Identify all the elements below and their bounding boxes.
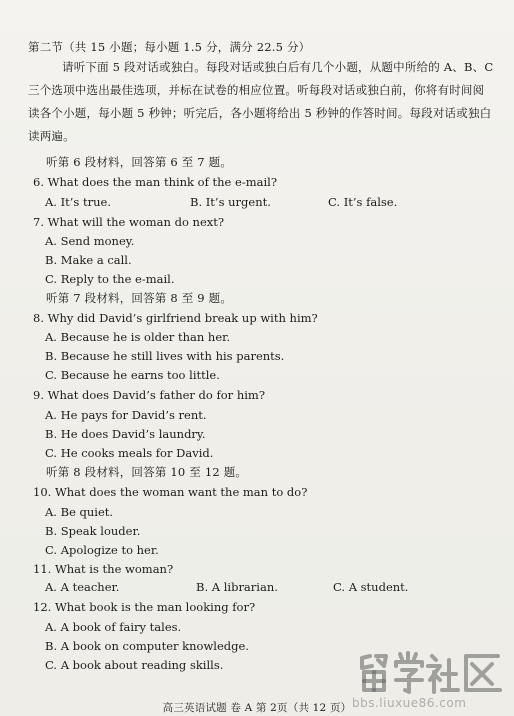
q10-option-a: A. Be quiet. [45,505,114,519]
q7-option-a: A. Send money. [45,234,135,248]
section-6-heading: 听第 6 段材料，回答第 6 至 7 题。 [46,155,233,169]
q12-option-a: A. A book of fairy tales. [45,620,182,634]
q12-stem: 12. What book is the man looking for? [33,600,256,614]
instruction-line-4: 读两遍。 [28,129,75,143]
q9-option-c: C. He cooks meals for David. [45,446,214,460]
q11-option-a: A. A teacher. [45,580,120,594]
q6-option-a: A. It’s true. [45,195,111,209]
instruction-line-2: 三个选项中选出最佳选项，并标在试卷的相应位置。听每段对话或独白前，你将有时间阅 [28,83,485,97]
q10-option-c: C. Apologize to her. [45,543,159,557]
q12-option-c: C. A book about reading skills. [45,658,224,672]
q6-option-c: C. It’s false. [328,195,398,209]
q8-option-c: C. Because he earns too little. [45,368,220,382]
page-footer: 高三英语试题 卷 A 第 2页（共 12 页） [162,702,352,714]
q7-stem: 7. What will the woman do next? [33,215,225,229]
watermark-logo [356,650,506,696]
q10-option-b: B. Speak louder. [45,524,141,538]
q9-stem: 9. What does David’s father do for him? [33,388,265,402]
q11-stem: 11. What is the woman? [33,562,174,576]
section-7-heading: 听第 7 段材料，回答第 8 至 9 题。 [46,291,233,305]
q11-option-c: C. A student. [333,580,409,594]
q6-stem: 6. What does the man think of the e-mail? [33,175,277,189]
q10-stem: 10. What does the woman want the man to do? [33,485,308,499]
instruction-line-1: 请听下面 5 段对话或独白。每段对话或独白后有几个小题，从题中所给的 A、B、C [62,60,494,74]
q8-option-b: B. Because he still lives with his parents. [45,349,285,363]
instruction-line-3: 读各个小题，每小题 5 秒钟；听完后，各小题将给出 5 秒钟的作答时间。每段对话或独白 [28,106,492,120]
q7-option-c: C. Reply to the e-mail. [45,272,175,286]
q6-option-b: B. It’s urgent. [190,195,271,209]
section-header: 第二节（共 15 小题；每小题 1.5 分，满分 22.5 分） [28,40,311,54]
q8-stem: 8. Why did David’s girlfriend break up with him? [33,311,318,325]
q7-option-b: B. Make a call. [45,253,132,267]
q8-option-a: A. Because he is older than her. [45,330,231,344]
section-8-heading: 听第 8 段材料，回答第 10 至 12 题。 [46,465,248,479]
q12-option-b: B. A book on computer knowledge. [45,639,249,653]
q11-option-b: B. A librarian. [196,580,278,594]
q9-option-a: A. He pays for David’s rent. [45,408,207,422]
q9-option-b: B. He does David’s laundry. [45,427,206,441]
watermark-url: bbs.liuxue86.com [352,696,467,710]
